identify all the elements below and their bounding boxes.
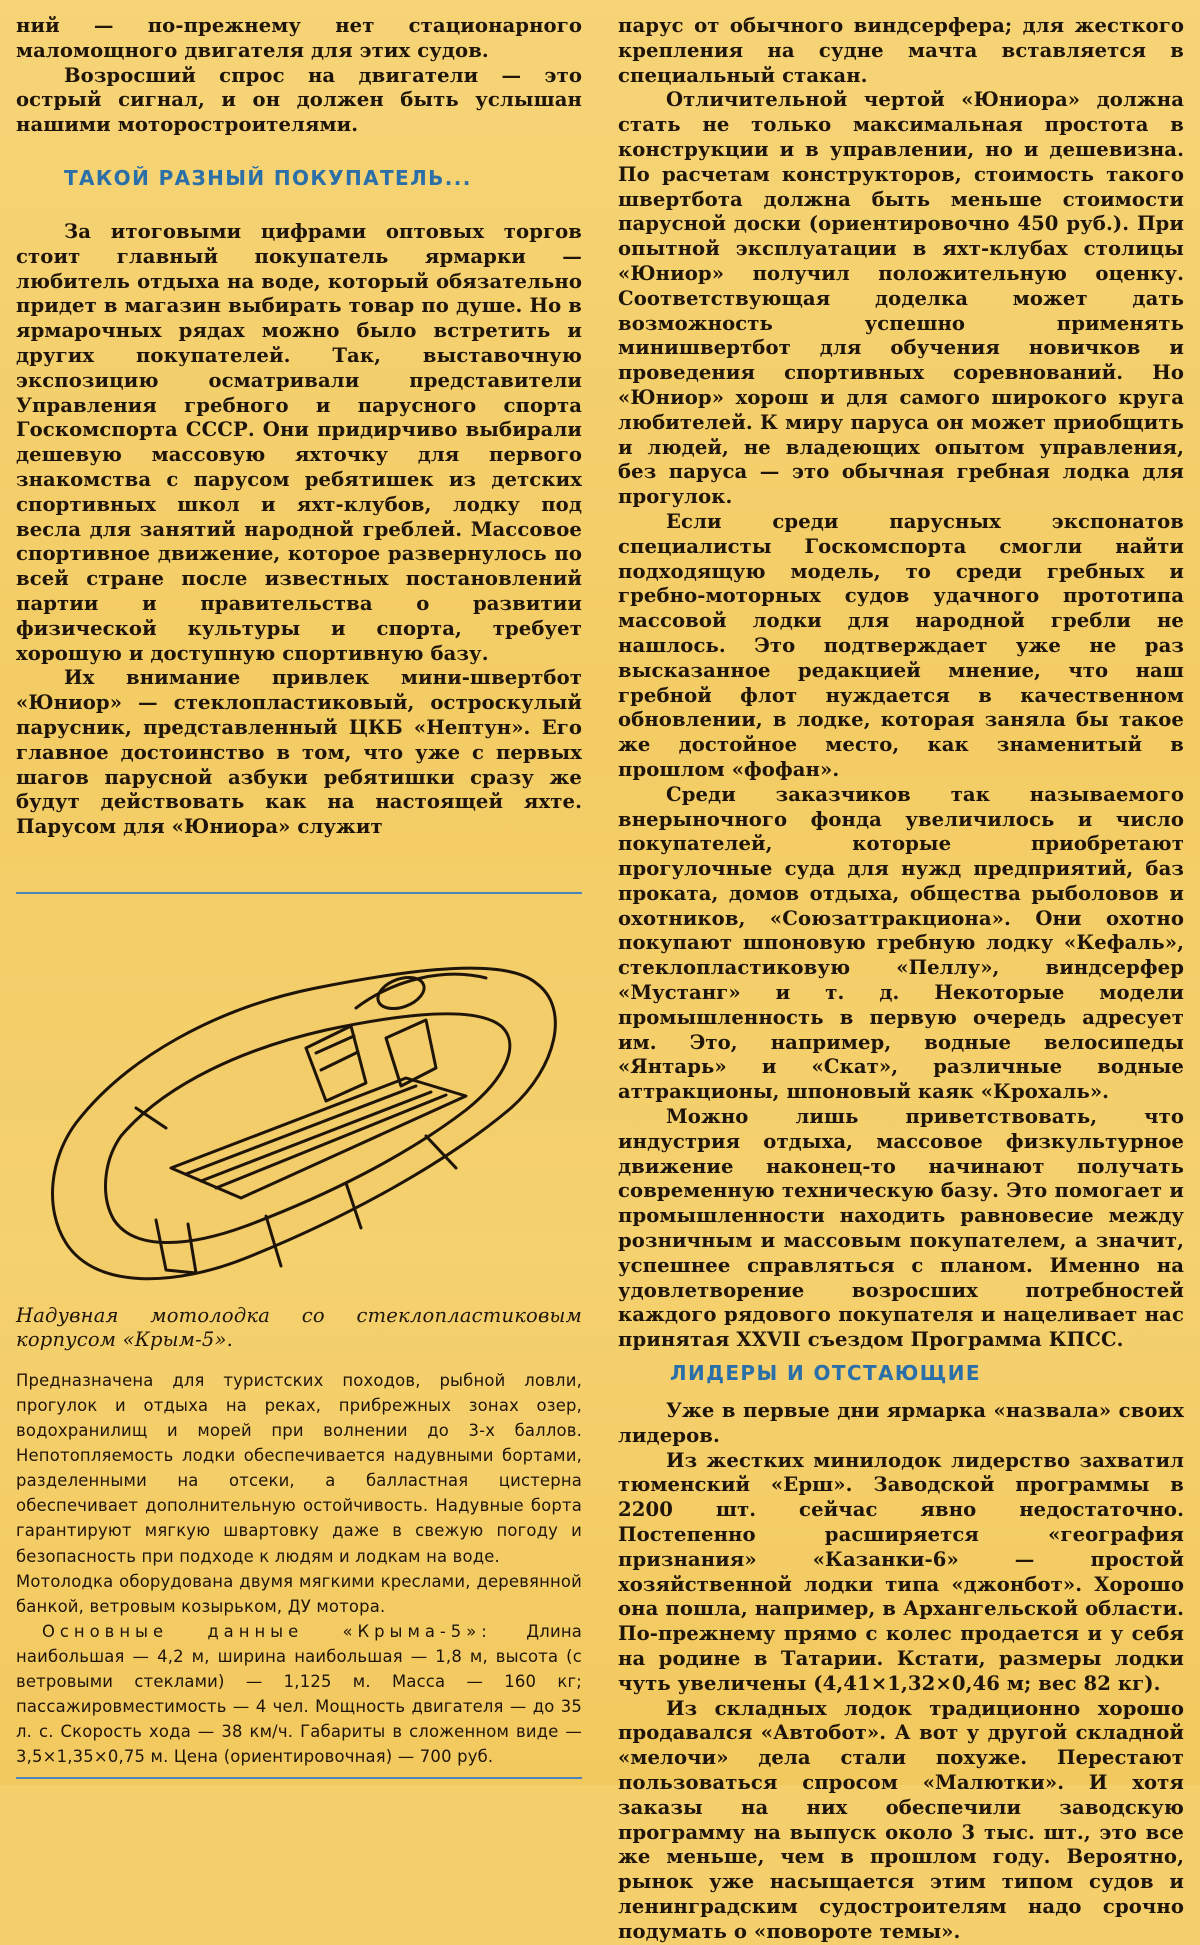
paragraph-buyer: За итоговыми цифрами оптовых торгов стоит главный покупатель ярмарки — любитель отдыха на воде, который обязательно придет в магазин выбирать товар по душе. Но в ярмарочных рядах можно было встретить и других покупателей. Так, выставочную экспозицию осматривали представители Управления гребного и парусного спорта Госкомспорта СССР. Они придирчиво выбирали дешевую массовую яхточку для первого знакомства с парусом ребятишек из детских спортивных школ и яхт-клубов, лодку под весла для занятий народной греблей. Массовое спортивное движение, которое развернулось по всей стране после известных постановлений партии и правительства о развитии физической культуры и спорта, требует хорошую и доступную спортивную базу. — [16, 219, 582, 665]
paragraph-junior: Их внимание привлек мини-швертбот «Юниор» — стеклопластиковый, остроскулый парусник, представленный ЦКБ «Нептун». Его главное достоинство в том, что уже с первых шагов парусной азбуки ребятишки сразу же будут действовать как на настоящей яхте. Парусом для «Юниора» служит — [16, 666, 582, 839]
paragraph-junior-feature: Отличительной чертой «Юниора» должна стать не только максимальная простота в конструкции и в управлении, но и дешевизна. По расчетам конструкторов, стоимость такого швертбота должна быть меньше стоимости парусной доски (ориентировочно 450 руб.). При опытной эксплуатации в яхт-клубах столицы «Юниор» получил положительную оценку. Соответствующая доделка может дать возможность успешно применять минишвертбот для обучения новичков и проведения спортивных соревнований. Но «Юниор» хорош и для самого широкого круга любителей. К миру паруса он может приобщить и людей, не владеющих опытом управления, без паруса — это обычная гребная лодка для прогулок. — [618, 88, 1184, 509]
section-heading-buyer: ТАКОЙ РАЗНЫЙ ПОКУПАТЕЛЬ... — [64, 165, 472, 190]
paragraph-ersh: Из жестких минилодок лидерство захватил тюменский «Ерш». Заводской программы в 2200 шт. сейчас явно недостаточно. Постепенно расширяется «география признания» «Казанки-6» — простой хозяйственной лодки типа «джонбот». Хорошо она пошла, например, в Архангельской области. По-прежнему прямо с колес продается и у себя на родине в Татарии. Кстати, размеры лодки чуть увеличены (4,41×1,32×0,46 м; вес 82 кг). — [618, 1448, 1184, 1695]
spec-data-text: Длина наибольшая — 4,2 м, ширина наибольшая — 1,8 м, высота (с ветровыми стеклами) — 1,125 м. Масса — 160 кг; пассажировместимость — 4 чел. Мощность двигателя — до 35 л. с. Скорость хода — 38 км/ч. Габариты в сложенном виде — 3,5×1,35×0,75 м. Цена (ориентировочная) — 700 руб. — [16, 1621, 582, 1767]
paragraph-customers: Среди заказчиков так называемого внерыночного фонда увеличилось и число покупателей, которые приобретают прогулочные суда для нужд предприятий, баз проката, домов отдыха, общества рыболовов и охотников, «Союзаттракциона». Они охотно покупают шпоновую гребную лодку «Кефаль», стеклопластиковую «Пеллу», виндсерфер «Мустанг» и т. д. Некоторые модели промышленность в первую очередь адресует им. Это, например, водные велосипеды «Янтарь» и «Скат», различные водные аттракционы, шпоновый каяк «Крохаль». — [618, 782, 1184, 1104]
paragraph-first-days: Уже в первые дни ярмарка «назвала» своих лидеров. — [618, 1399, 1184, 1447]
inflatable-boat-drawing — [16, 898, 582, 1298]
section-heading-leaders: ЛИДЕРЫ И ОТСТАЮЩИЕ — [670, 1361, 981, 1386]
spec-purpose: Предназначена для туристских походов, рыбной ловли, прогулок и отдыха на реках, прибрежных зонах озер, водохранилищ и морей при волнении до 3-х баллов. Непотопляемость лодки обеспечивается надувными бортами, разделенными на отсеки, а балластная цистерна обеспечивает дополнительную остойчивость. Надувные борта гарантируют мягкую швартовку даже в свежую погоду и безопасность при подходе к людям и лодкам на воде. — [16, 1370, 582, 1566]
paragraph-engine-lack: ний — по-прежнему нет стационарного маломощного двигателя для этих судов. — [16, 14, 582, 62]
right-column — [618, 14, 1184, 1945]
spec-data — [16, 1619, 582, 1770]
paragraph-engine-demand: Возросший спрос на двигатели — это острый сигнал, и он должен быть услышан нашими моторостроителями. — [16, 63, 582, 137]
left-column — [16, 14, 582, 1779]
boat-spec-block — [16, 1368, 582, 1770]
spec-equipment: Мотолодка оборудована двумя мягкими креслами, деревянной банкой, ветровым козырьком, ДУ мотора. — [16, 1571, 582, 1616]
figure-caption: Надувная мотолодка со стеклопластиковым корпусом «Крым-5». — [16, 1303, 582, 1351]
paragraph-sail: парус от обычного виндсерфера; для жесткого крепления на судне мачта вставляется в специальный стакан. — [618, 14, 1184, 87]
spec-data-label: Основные данные «Крыма-5»: — [42, 1621, 492, 1641]
paragraph-folding: Из складных лодок традиционно хорошо продавался «Автобот». А вот у другой складной «мелочи» дела стали похуже. Перестают пользоваться спросом «Малютки». И хотя заказы на них обеспечили заводскую программу на выпуск около 3 тыс. шт., это все же меньше, чем в прошлом году. Вероятно, рынок уже насыщается этим типом судов и ленинградским судостроителям надо срочно подумать о «повороте темы». — [618, 1696, 1184, 1943]
paragraph-welcome: Можно лишь приветствовать, что индустрия отдыха, массовое физкультурное движение наконец-то начинают получать современную техническую базу. Это помогает и промышленности находить равновесие между розничным и массовым покупателем, а значит, успешнее справляться с планом. Именно на удовлетворение возросших потребностей каждого рядового покупателя и нацеливает нас принятая XXVII съездом Программа КПСС. — [618, 1105, 1184, 1352]
divider-rule — [16, 892, 582, 894]
paragraph-specialists: Если среди парусных экспонатов специалисты Госкомспорта смогли найти подходящую модель, то среди гребных и гребно-моторных судов удачного прототипа массовой лодки для народной гребли не нашлось. Это подтверждает уже не раз высказанное редакцией мнение, что наш гребной флот нуждается в качественном обновлении, в лодке, которая заняла бы такое же достойное место, как знаменитый в прошлом «фофан». — [618, 509, 1184, 781]
boat-illustration — [16, 898, 582, 1298]
divider-rule-bottom — [16, 1777, 582, 1779]
